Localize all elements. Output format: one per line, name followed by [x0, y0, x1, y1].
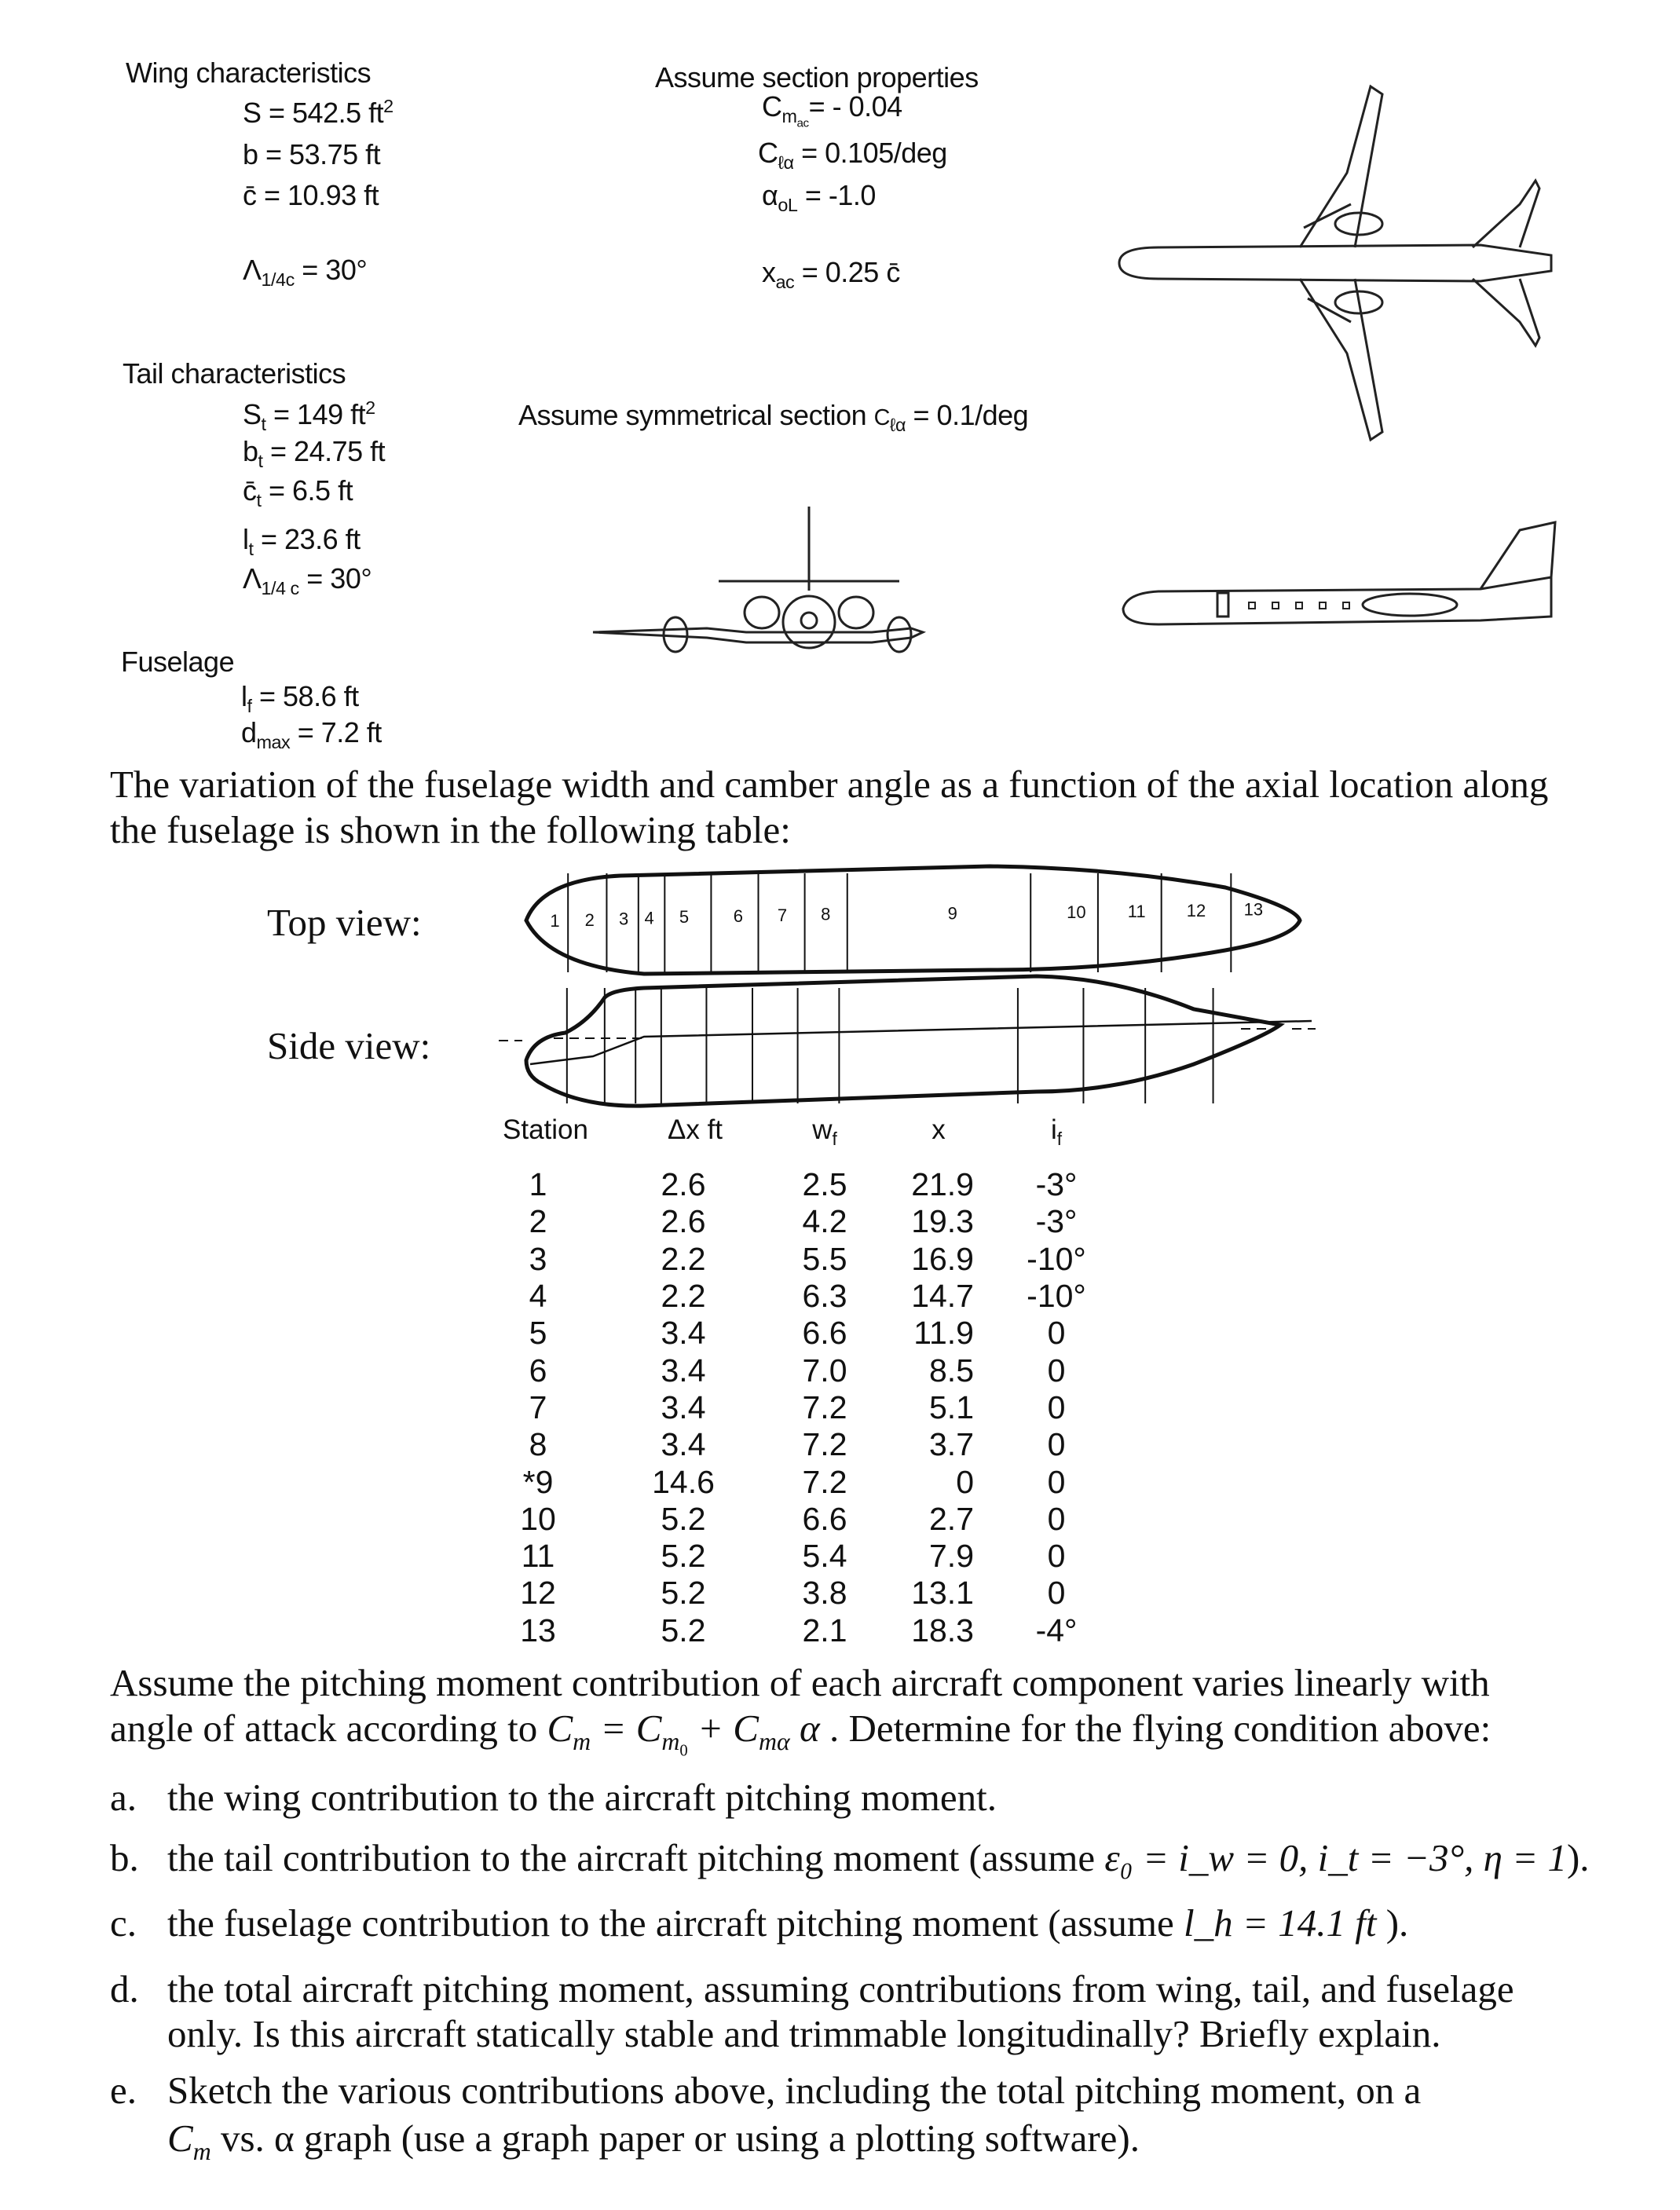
cell-dx: 3.4 [661, 1389, 706, 1425]
cell-station: 8 [529, 1426, 547, 1463]
header-if: $i_f$ [1050, 1114, 1063, 1149]
table-row [503, 1538, 1115, 1575]
question-b: b. [110, 1836, 139, 1879]
wing-heading: Wing characteristics [126, 57, 372, 89]
cell-station: 7 [529, 1389, 547, 1425]
cell-wf: 7.2 [802, 1389, 847, 1425]
section-heading: Assume section properties [655, 61, 979, 93]
cell-dx: 2.2 [661, 1240, 706, 1277]
cell-wf: 6.6 [802, 1500, 847, 1537]
cell-if: 0 [1047, 1352, 1066, 1389]
header-dx: Δx ft [667, 1114, 723, 1145]
cell-if: -3° [1035, 1203, 1078, 1240]
cell-x: 2.7 [929, 1500, 974, 1537]
cell-station: 5 [529, 1315, 547, 1352]
cell-x: 11.9 [913, 1315, 974, 1352]
cell-dx: 2.6 [661, 1166, 706, 1203]
fuselage-side-view-drawing [487, 974, 1319, 1111]
wing-span: b = 53.75 ft [243, 138, 381, 170]
cell-if: -10° [1027, 1278, 1086, 1315]
side-view-label: Side view: [267, 1024, 431, 1067]
cell-wf: 6.3 [802, 1278, 847, 1315]
fuselage-top-outline [526, 866, 1300, 974]
cell-dx: 3.4 [661, 1352, 706, 1389]
cell-x: 14.7 [911, 1278, 974, 1315]
tail-arm: $l_t = 23.6$ ft [243, 523, 361, 560]
cell-x: 18.3 [911, 1612, 974, 1648]
section-xac: $x_{ac} = 0.25$ c̄ [762, 256, 900, 293]
station-label: 1 [550, 911, 560, 931]
station-label: 9 [947, 903, 957, 924]
cell-wf: 3.8 [802, 1575, 847, 1612]
intro-line-2: the fuselage is shown in the following table: [110, 808, 791, 851]
cell-dx: 3.4 [661, 1426, 706, 1463]
cell-if: -10° [1027, 1240, 1086, 1277]
cell-if: -4° [1035, 1612, 1078, 1648]
station-label: 6 [733, 906, 744, 926]
camber-line [530, 1021, 1312, 1064]
cell-x: 13.1 [911, 1575, 974, 1612]
cell-wf: 7.2 [802, 1426, 847, 1463]
cell-wf: 7.0 [802, 1352, 847, 1389]
cell-dx: 5.2 [661, 1538, 706, 1575]
section-alpha-ol: $\alpha_{oL} = -1.0$ [762, 179, 876, 216]
table-row [503, 1278, 1115, 1315]
cell-x: 21.9 [911, 1166, 974, 1203]
cell-if: 0 [1047, 1538, 1066, 1575]
intro-line-1: The variation of the fuselage width and camber angle as a function of the axial location along [110, 763, 1549, 806]
cell-dx: 2.2 [661, 1278, 706, 1315]
station-label: 2 [584, 909, 595, 930]
assume-line-2: angle of attack according to $C_m = C_{m_0} + C_{m\alpha}$ α . Determine for the flying condition above: [110, 1707, 1492, 1760]
cell-x: 8.5 [929, 1352, 974, 1389]
cell-if: 0 [1047, 1389, 1066, 1425]
header-wf: $w_f$ [812, 1114, 837, 1149]
cell-wf: 4.2 [802, 1203, 847, 1240]
cell-if: 0 [1047, 1315, 1066, 1352]
table-row [503, 1463, 1115, 1500]
cell-wf: 5.4 [802, 1538, 847, 1575]
table-row [503, 1575, 1115, 1612]
cell-station: 12 [520, 1575, 556, 1612]
cell-dx: 5.2 [661, 1612, 706, 1648]
tail-span: $b_t = 24.75$ ft [243, 435, 386, 472]
station-label: 11 [1127, 902, 1146, 921]
wing-sweep: $\Lambda_{1/4c} = 30^\circ$ [243, 254, 368, 291]
wing-mac: c̄ = 10.93 ft [243, 179, 379, 211]
station-label: 7 [777, 905, 788, 925]
cell-if: 0 [1047, 1426, 1066, 1463]
cell-dx: 5.2 [661, 1575, 706, 1612]
tail-area: $S_t = 149$ $ft^2$ [243, 397, 375, 435]
section-cmac: $C_{m_{ac}}= - 0.04$ [762, 90, 902, 130]
tail-heading: Tail characteristics [123, 357, 346, 390]
cell-x: 7.9 [929, 1538, 974, 1575]
cell-x: 3.7 [929, 1426, 974, 1463]
station-label: 13 [1243, 899, 1264, 920]
question-d-text-2: only. Is this aircraft statically stable and trimmable longitudinally? Briefly explain. [167, 2012, 1441, 2055]
cell-x: 5.1 [929, 1389, 974, 1425]
cell-x: 0 [956, 1463, 974, 1500]
cell-station: 10 [520, 1500, 556, 1537]
cell-wf: 2.5 [802, 1166, 847, 1203]
station-label: 12 [1186, 900, 1206, 920]
question-c: c. [110, 1901, 137, 1945]
cell-station: *9 [522, 1463, 554, 1500]
cell-x: 19.3 [911, 1203, 974, 1240]
table-header-row [503, 1111, 1115, 1166]
cell-if: 0 [1047, 1463, 1066, 1500]
cell-station: 4 [529, 1278, 547, 1315]
cell-dx: 14.6 [652, 1463, 715, 1500]
top-view-label: Top view: [267, 901, 422, 944]
question-e-text-2: $C_m$ vs. α graph (use a graph paper or using a plotting software). [167, 2117, 1140, 2165]
fuselage-station-table [503, 1111, 1115, 1649]
section-cla: $C_{\ell\alpha} = 0.105/deg$ [758, 137, 947, 174]
cell-station: 2 [529, 1203, 547, 1240]
cell-if: -3° [1035, 1166, 1078, 1203]
cell-wf: 2.1 [802, 1612, 847, 1648]
cell-if: 0 [1047, 1575, 1066, 1612]
cell-dx: 5.2 [661, 1500, 706, 1537]
tail-mac: $c̄_t = 6.5$ ft [243, 474, 353, 511]
cell-if: 0 [1047, 1500, 1066, 1537]
question-a-text: the wing contribution to the aircraft pitching moment. [167, 1776, 997, 1819]
aircraft-front-view-drawing [589, 503, 927, 660]
cell-wf: 6.6 [802, 1315, 847, 1352]
question-b-text: the tail contribution to the aircraft pitching moment (assume ε₀ = i_w = 0, i_t = −3°, η = 1). [167, 1836, 1590, 1879]
station-label: 4 [644, 908, 654, 928]
question-c-text: the fuselage contribution to the aircraft pitching moment (assume l_h = 14.1 ft ). [167, 1901, 1409, 1945]
station-label: 5 [679, 907, 690, 928]
aircraft-side-view-drawing [1111, 514, 1575, 636]
table-row [503, 1612, 1115, 1649]
cell-wf: 5.5 [802, 1240, 847, 1277]
table-row [503, 1166, 1115, 1203]
question-d: d. [110, 1967, 139, 2011]
table-row [503, 1501, 1115, 1538]
cell-dx: 2.6 [661, 1203, 706, 1240]
table-row [503, 1426, 1115, 1463]
assume-line-1: Assume the pitching moment contribution of each aircraft component varies linearly with [110, 1661, 1490, 1704]
table-row [503, 1203, 1115, 1240]
fuselage-length: $l_f = 58.6$ ft [241, 680, 359, 717]
fuselage-dmax: $d_{max} = 7.2$ ft [241, 716, 382, 753]
cell-wf: 7.2 [802, 1463, 847, 1500]
header-x: x [932, 1114, 946, 1145]
station-label: 3 [618, 909, 629, 929]
cell-x: 16.9 [911, 1240, 974, 1277]
question-e-text-1: Sketch the various contributions above, including the total pitching moment, on a [167, 2069, 1422, 2112]
table-row [503, 1389, 1115, 1426]
cell-station: 3 [529, 1240, 547, 1277]
fuselage-heading: Fuselage [121, 646, 235, 678]
table-row [503, 1352, 1115, 1389]
cell-station: 1 [529, 1166, 547, 1203]
fuselage-side-outline [526, 976, 1280, 1106]
table-row [503, 1241, 1115, 1278]
aircraft-top-view-drawing [1111, 71, 1575, 503]
cell-station: 6 [529, 1352, 547, 1389]
tail-sweep: $\Lambda_{1/4 c} = 30^\circ$ [243, 562, 372, 599]
tail-symmetric-note: Assume symmetrical section $C_{\ell\alpha} = 0.1/deg$ [518, 399, 1029, 436]
station-label: 10 [1067, 902, 1086, 923]
question-d-text-1: the total aircraft pitching moment, assuming contributions from wing, tail, and fuselage [167, 1967, 1514, 2011]
table-row [503, 1315, 1115, 1352]
wing-area: S = 542.5 $ft^2$ [243, 96, 393, 129]
cell-dx: 3.4 [661, 1315, 706, 1352]
question-e: e. [110, 2069, 137, 2112]
fuselage-top-view-drawing [518, 864, 1304, 978]
question-a: a. [110, 1776, 137, 1819]
station-label: 8 [821, 904, 831, 924]
cell-station: 11 [521, 1538, 555, 1575]
header-station: Station [503, 1114, 588, 1145]
cell-station: 13 [520, 1612, 556, 1648]
